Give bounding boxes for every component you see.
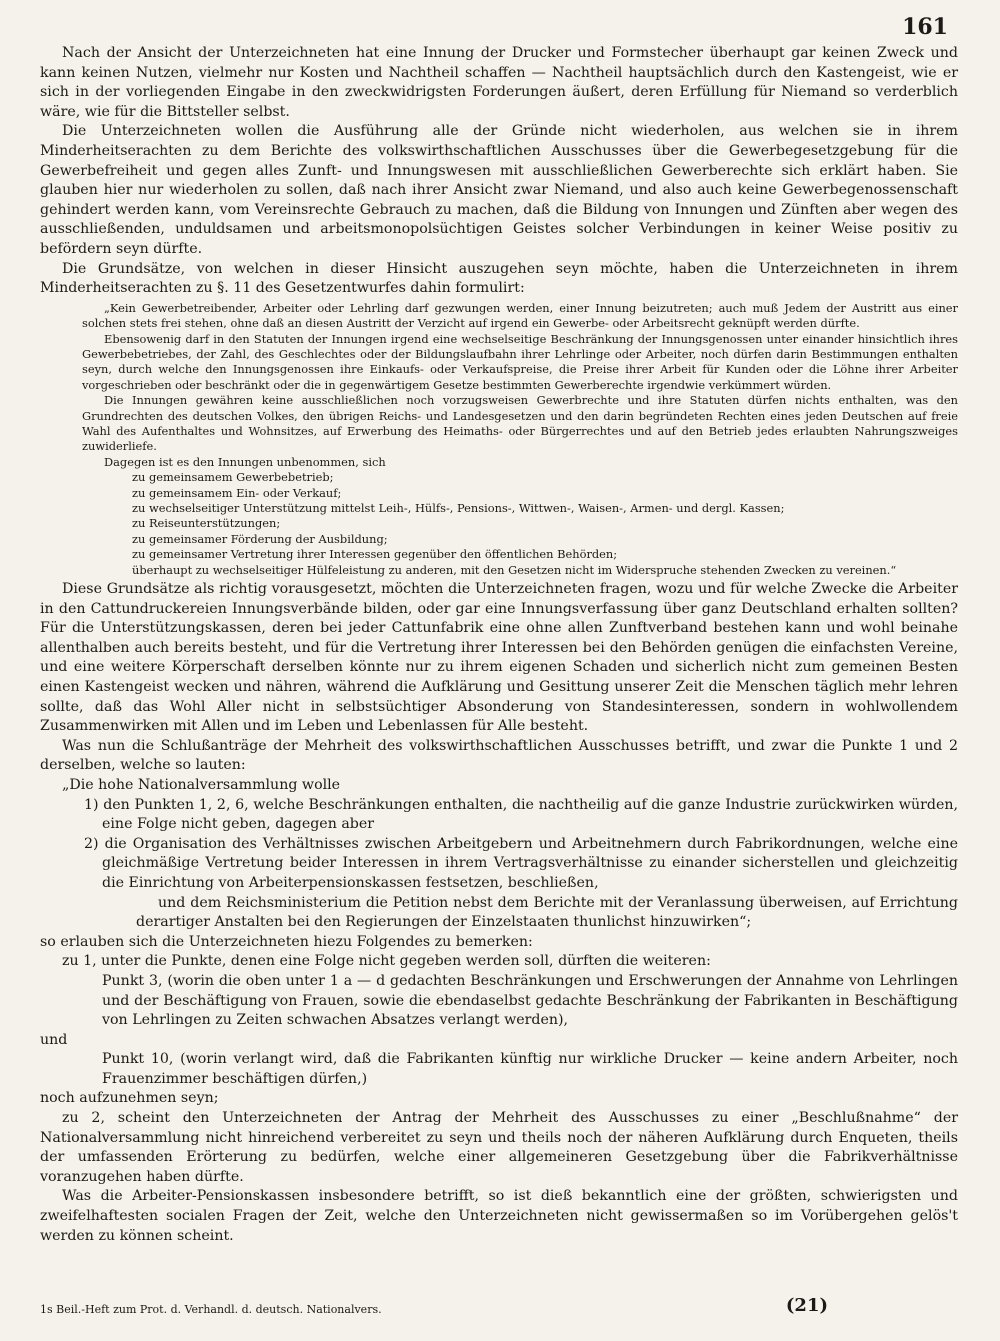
quote-list-item: zu gemeinsamem Gewerbebetrieb; — [132, 470, 334, 485]
punkt-3: Punkt 3, (worin die oben unter 1 a — d gedachten Beschränkungen und Erschwerungen der Annahme von Lehrlingen und der Beschäftigung von Frauen, sowie die ebendaselbst gedachte Beschränkung der Fabrikanten in Beschäftigung von Lehrlingen zu Zeiten schwachen Absatzes verlangt werden), — [102, 972, 958, 1029]
paragraph: Nach der Ansicht der Unterzeichneten hat eine Innung der Drucker und Formstecher überhaupt gar keinen Zweck und kann keinen Nutzen, vielmehr nur Kosten und Nachtheil schaffen — Nachtheil hauptsächlich durch den Kastengeist, wie er sich in der vorliegenden Eingabe in den zweckwidrigsten Forderungen äußert, deren Erfüllung für Niemand so verderblich wäre, wie für die Bittsteller selbst. — [40, 45, 958, 120]
motion-quote — [40, 776, 958, 933]
paragraph: Die Unterzeichneten wollen die Ausführung alle der Gründe nicht wiederholen, aus welchen sie in ihrem Minderheitserachten zu dem Berichte des volkswirthschaftlichen Ausschusses über die Gewerbegesetzgebung für die Gewerbefreiheit und gegen alles Zunft- und Innungswesen mit ausschließlichen Gewerberechte sich erklärt haben. Sie glauben hier nur wiederholen zu sollen, daß nach ihrer Ansicht zwar Niemand, und also auch keine Gewerbegenossenschaft gehindert werden kann, vom Vereinsrechte Gebrauch zu machen, daß die Bildung von Innungen und Zünften aber wegen des ausschließenden, unduldsamen und arbeitsmonopolsüchtigen Geistes solcher Verbindungen in keiner Weise positiv zu befördern seyn dürfte. — [40, 123, 958, 257]
page-footer — [40, 1292, 958, 1316]
quote-list-item: überhaupt zu wechselseitiger Hülfeleistung zu anderen, mit den Gesetzen nicht im Widerspruche stehenden Zwecken zu vereinen.“ — [132, 562, 897, 577]
quote-list-item: zu Reiseunterstützungen; — [132, 516, 281, 531]
quote-paragraph: „Kein Gewerbetreibender, Arbeiter oder Lehrling darf gezwungen werden, einer Innung beizutreten; auch muß Jedem der Austritt aus einer solchen stets frei stehen, ohne daß an diesen Austritt der Verzicht auf irgend ein Gewerbe- oder Arbeitsrecht geknüpft werden dürfte. — [82, 300, 958, 331]
paragraph: Die Grundsätze, von welchen in dieser Hinsicht auszugehen seyn möchte, haben die Unterzeichneten in ihrem Minderheitserachten zu §. 11 des Gesetzentwurfes dahin formulirt: — [40, 260, 958, 297]
paragraph: so erlauben sich die Unterzeichneten hiezu Folgendes zu bemerken: — [40, 933, 533, 950]
page-number: 161 — [902, 14, 948, 40]
footer-sheet-number: (21) — [785, 1295, 828, 1316]
motion-item-continuation: und dem Reichsministerium die Petition nebst dem Berichte mit der Veranlassung überweisen, auf Errichtung derartiger Anstalten bei den Regierungen der Einzelstaaten thunlichst hinzuwirken“; — [136, 894, 958, 931]
motion-item-1: 1) den Punkten 1, 2, 6, welche Beschränkungen enthalten, die nachtheilig auf die ganze Industrie zurückwirken würden, eine Folge nicht geben, dagegen aber — [84, 796, 958, 833]
punkt-10: Punkt 10, (worin verlangt wird, daß die Fabrikanten künftig nur wirkliche Drucker — keine andern Arbeiter, noch Frauenzimmer beschäftigen dürfen,) — [102, 1051, 958, 1087]
paragraph: zu 2, scheint den Unterzeichneten der Antrag der Mehrheit des Ausschusses zu einer „Beschlußnahme“ der Nationalversammlung nicht hinreichend verbereitet zu seyn und theils noch der näheren Aufklärung durch Enqueten, theils der umfassenden Erörterung zu bedürfen, welche einer allgemeineren Gesetzgebung über die Fabrikverhältnisse voranzugehen haben dürfte. — [40, 1110, 958, 1185]
paragraph: noch aufzunehmen seyn; — [40, 1090, 219, 1107]
quoted-draft-paragraph — [40, 301, 958, 578]
paragraph: zu 1, unter die Punkte, denen eine Folge nicht gegeben werden soll, dürften die weiteren: — [62, 953, 711, 970]
paragraph: Was die Arbeiter-Pensionskassen insbesondere betrifft, so ist dieß bekanntlich eine der größten, schwierigsten und zweifelhaftesten socialen Fragen der Zeit, welche den Unterzeichneten nicht gewissermaßen so im Vorübergehen gelös't werden zu können scheint. — [40, 1188, 958, 1244]
quote-list-item: zu gemeinsamer Förderung der Ausbildung; — [132, 531, 388, 546]
motion-item-2: 2) die Organisation des Verhältnisses zwischen Arbeitgebern und Arbeitnehmern durch Fabrikordnungen, welche eine gleichmäßige Vertretung beider Interessen in ihrem Vertragsverhältnisse zu einander sicherstellen und gleichzeitig die Einrichtung von Arbeiterpensionskassen festsetzen, beschließen, — [84, 835, 958, 891]
quote-list-item: zu gemeinsamer Vertretung ihrer Interessen gegenüber den öffentlichen Behörden; — [132, 547, 618, 562]
quote-paragraph: Die Innungen gewähren keine ausschließlichen noch vorzugsweisen Gewerbrechte und ihre Statuten dürfen nichts enthalten, was den Grundrechten des deutschen Volkes, den übrigen Reichs- und Landesgesetzen und den darin begründeten Rechten eines jeden Deutschen auf freie Wahl des Aufenthaltes und Wohnsitzes, auf Erwerbung des Heimaths- oder Bürgerrechtes und auf den Betrieb jedes erlaubten Nahrungszweiges zuwiderliefe. — [82, 393, 958, 454]
footer-source: 1s Beil.-Heft zum Prot. d. Verhandl. d. deutsch. Nationalvers. — [40, 1303, 382, 1316]
motion-intro: „Die hohe Nationalversammlung wolle — [62, 776, 341, 793]
connector-und: und — [40, 1031, 68, 1048]
quote-list-item: zu wechselseitiger Unterstützung mittelst Leih-, Hülfs-, Pensions-, Wittwen-, Waisen-, Armen- und dergl. Kassen; — [132, 501, 785, 515]
quote-list-item: zu gemeinsamem Ein- oder Verkauf; — [132, 485, 342, 500]
paragraph: Was nun die Schlußanträge der Mehrheit des volkswirthschaftlichen Ausschusses betrifft, und zwar die Punkte 1 und 2 derselben, welche so lauten: — [40, 737, 958, 774]
quote-paragraph: Ebensowenig darf in den Statuten der Innungen irgend eine wechselseitige Beschränkung der Innungsgenossen unter einander hinsichtlich ihres Gewerbebetriebes, der Zahl, des Geschlechtes oder der Bildungslaufbahn ihrer Lehrlinge oder Arbeiter, noch dürfen darin Bestimmungen enthalten seyn, durch welche den Innungsgenossen ihre Einkaufs- oder Verkaufspreise, die Preise ihrer Arbeit für Kunden oder die Löhne ihrer Arbeiter vorgeschrieben oder beschränkt oder die in gegenwärtigem Gesetze bestimmten Gewerberechte irgendwie verkümmert würden. — [82, 331, 958, 392]
page-body — [40, 44, 958, 1246]
quote-paragraph: Dagegen ist es den Innungen unbenommen, sich — [104, 454, 386, 469]
paragraph: Diese Grundsätze als richtig vorausgesetzt, möchten die Unterzeichneten fragen, wozu und für welche Zwecke die Arbeiter in den Cattundruckereien Innungsverbände bilden, oder gar eine Innungsverfassung über ganz Deutschland erhalten sollten? Für die Unterstützungskassen, deren bei jeder Cattunfabrik eine ohne allen Zunftverband bestehen kann und wohl beinahe allenthalben auch bereits besteht, und für die Vertretung ihrer Interessen bei den Behörden genügen die einfachsten Vereine, und eine weitere Körperschaft derselben könnte nur zu ihrem eigenen Schaden und sicherlich nicht zum gemeinen Besten einen Kastengeist wecken und nähren, während die Aufklärung und Gesittung unserer Zeit die Menschen täglich mehr lehren sollte, daß das Wohl Aller nicht in selbstsüchtiger Absonderung von Standesinteressen, sondern in wohlwollendem Zusammenwirken mit Allen und im Leben und Lebenlassen für Alle besteht. — [40, 581, 958, 735]
